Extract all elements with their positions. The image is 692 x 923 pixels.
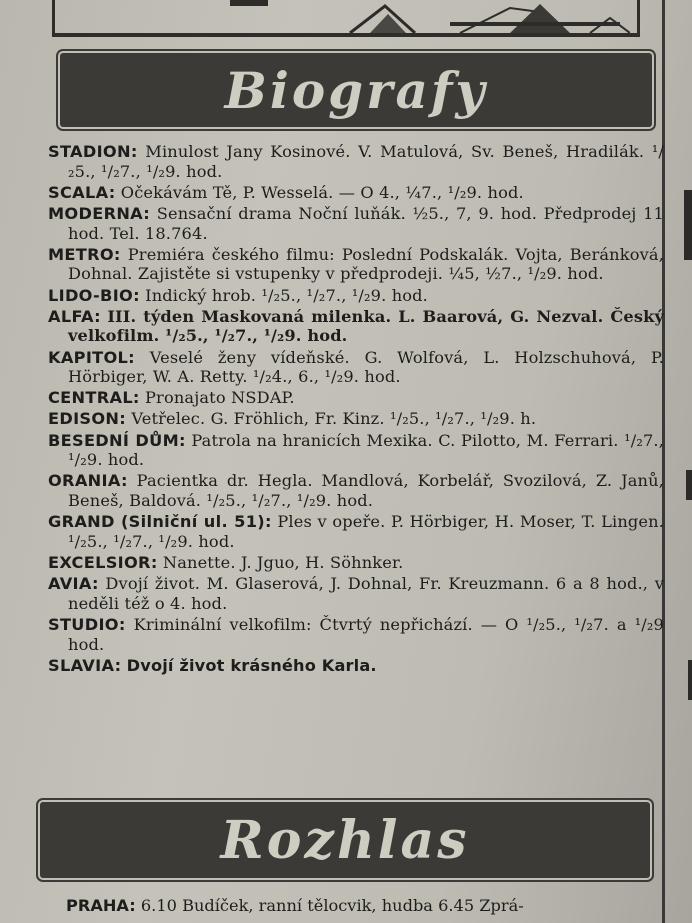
cinema-name: EDISON: bbox=[48, 409, 127, 429]
cinema-name: CENTRAL: bbox=[48, 388, 140, 408]
cinema-name: ORANIA: bbox=[48, 471, 128, 491]
cinema-name: ALFA: bbox=[48, 306, 101, 326]
listing-entry bbox=[48, 553, 664, 573]
cinema-name: KAPITOL: bbox=[48, 347, 135, 367]
station-name: PRAHA: bbox=[66, 896, 136, 915]
program-text: III. týden Maskovaná milenka. L. Baarová, G. Nezval. Český velkofilm. ¹/₂5., ¹/₂7., ¹/₂9. hod. bbox=[68, 306, 664, 346]
cinema-name: BESEDNÍ DŮM: bbox=[48, 430, 186, 450]
radio-program-line bbox=[66, 896, 666, 916]
cinema-name: EXCELSIOR: bbox=[48, 553, 158, 572]
program-text: Veselé ženy vídeňské. G. Wolfová, L. Holzschuhová, P. Hörbiger, W. A. Retty. ¹/₂4., 6., ¹/₂9. hod. bbox=[68, 347, 664, 387]
listing-entry bbox=[48, 574, 664, 613]
listing-entry bbox=[48, 348, 664, 387]
cinema-name: SLAVIA: bbox=[48, 655, 122, 675]
biografy-title: Biografy bbox=[224, 60, 488, 120]
adjacent-column-fragments bbox=[676, 0, 692, 923]
top-illustration bbox=[210, 0, 630, 33]
listing-entry bbox=[48, 142, 664, 181]
frame-rule-right bbox=[637, 0, 640, 36]
listing-entry bbox=[48, 431, 664, 470]
cinema-name: MODERNA: bbox=[48, 203, 151, 223]
program-text: Ples v opeře. P. Hörbiger, H. Moser, T. Lingen. ¹/₂5., ¹/₂7., ¹/₂9. hod. bbox=[68, 512, 665, 551]
radio-program-text: 6.10 Budíček, ranní tělocvik, hudba 6.45 Zprá- bbox=[140, 896, 524, 915]
listing-entry bbox=[48, 307, 664, 346]
cinema-listings bbox=[48, 142, 664, 677]
biografy-banner bbox=[60, 53, 652, 127]
listing-entry bbox=[48, 245, 664, 284]
listing-entry bbox=[48, 471, 664, 510]
listing-entry bbox=[48, 388, 664, 408]
program-text: Očekávám Tě, P. Wesselá. — O 4., ¼7., ¹/₂9. hod. bbox=[120, 182, 524, 202]
listing-entry bbox=[48, 286, 664, 306]
listing-entry bbox=[48, 512, 664, 551]
program-text: Minulost Jany Kosinové. V. Matulová, Sv. Beneš, Hradilák. ¹/₂5., ¹/₂7., ¹/₂9. hod. bbox=[68, 142, 665, 181]
rozhlas-banner bbox=[40, 802, 650, 878]
program-text: Vetřelec. G. Fröhlich, Fr. Kinz. ¹/₂5., ¹/₂7., ¹/₂9. h. bbox=[131, 409, 537, 429]
listing-entry bbox=[48, 656, 664, 676]
frame-rule-left bbox=[52, 0, 55, 36]
program-text: Dvojí život krásného Karla. bbox=[126, 655, 377, 675]
program-text: Kriminální velkofilm: Čtvrtý nepřichází. — O ¹/₂5., ¹/₂7. a ¹/₂9 hod. bbox=[68, 614, 664, 654]
program-text: Dvojí život. M. Glaserová, J. Dohnal, Fr. Kreuzmann. 6 a 8 hod., v neděli též o 4. hod. bbox=[68, 574, 665, 613]
program-text: Premiéra českého filmu: Poslední Podskalák. Vojta, Beránková, Dohnal. Zajistěte si vstupenky v předprodeji. ¼5, ½7., ¹/₂9. hod. bbox=[68, 244, 664, 284]
program-text: Patrola na hranicích Mexika. C. Pilotto, M. Ferrari. ¹/₂7., ¹/₂9. hod. bbox=[68, 430, 664, 470]
cinema-name: STUDIO: bbox=[48, 614, 126, 634]
program-text: Indický hrob. ¹/₂5., ¹/₂7., ¹/₂9. hod. bbox=[145, 285, 428, 305]
program-text: Pacientka dr. Hegla. Mandlová, Korbelář, Svozilová, Z. Janů, Beneš, Baldová. ¹/₂5., ¹/₂7., ¹/₂9. hod. bbox=[68, 471, 664, 511]
cinema-name: METRO: bbox=[48, 244, 121, 264]
listing-entry bbox=[48, 615, 664, 654]
listing-entry bbox=[48, 183, 664, 203]
cinema-name: GRAND (Silniční ul. 51): bbox=[48, 512, 272, 532]
frame-rule-bottom bbox=[52, 33, 640, 37]
cinema-name: SCALA: bbox=[48, 182, 116, 202]
cinema-name: STADION: bbox=[48, 142, 138, 161]
listing-entry bbox=[48, 409, 664, 429]
program-text: Nanette. J. Jguo, H. Söhnker. bbox=[162, 553, 404, 572]
cinema-name: AVIA: bbox=[48, 574, 99, 594]
program-text: Sensační drama Noční luňák. ½5., 7, 9. hod. Předprodej 11 hod. Tel. 18.764. bbox=[68, 203, 664, 243]
listing-entry bbox=[48, 204, 664, 243]
rozhlas-title: Rozhlas bbox=[220, 809, 470, 871]
program-text: Pronajato NSDAP. bbox=[145, 388, 295, 408]
cinema-name: LIDO-BIO: bbox=[48, 285, 140, 305]
